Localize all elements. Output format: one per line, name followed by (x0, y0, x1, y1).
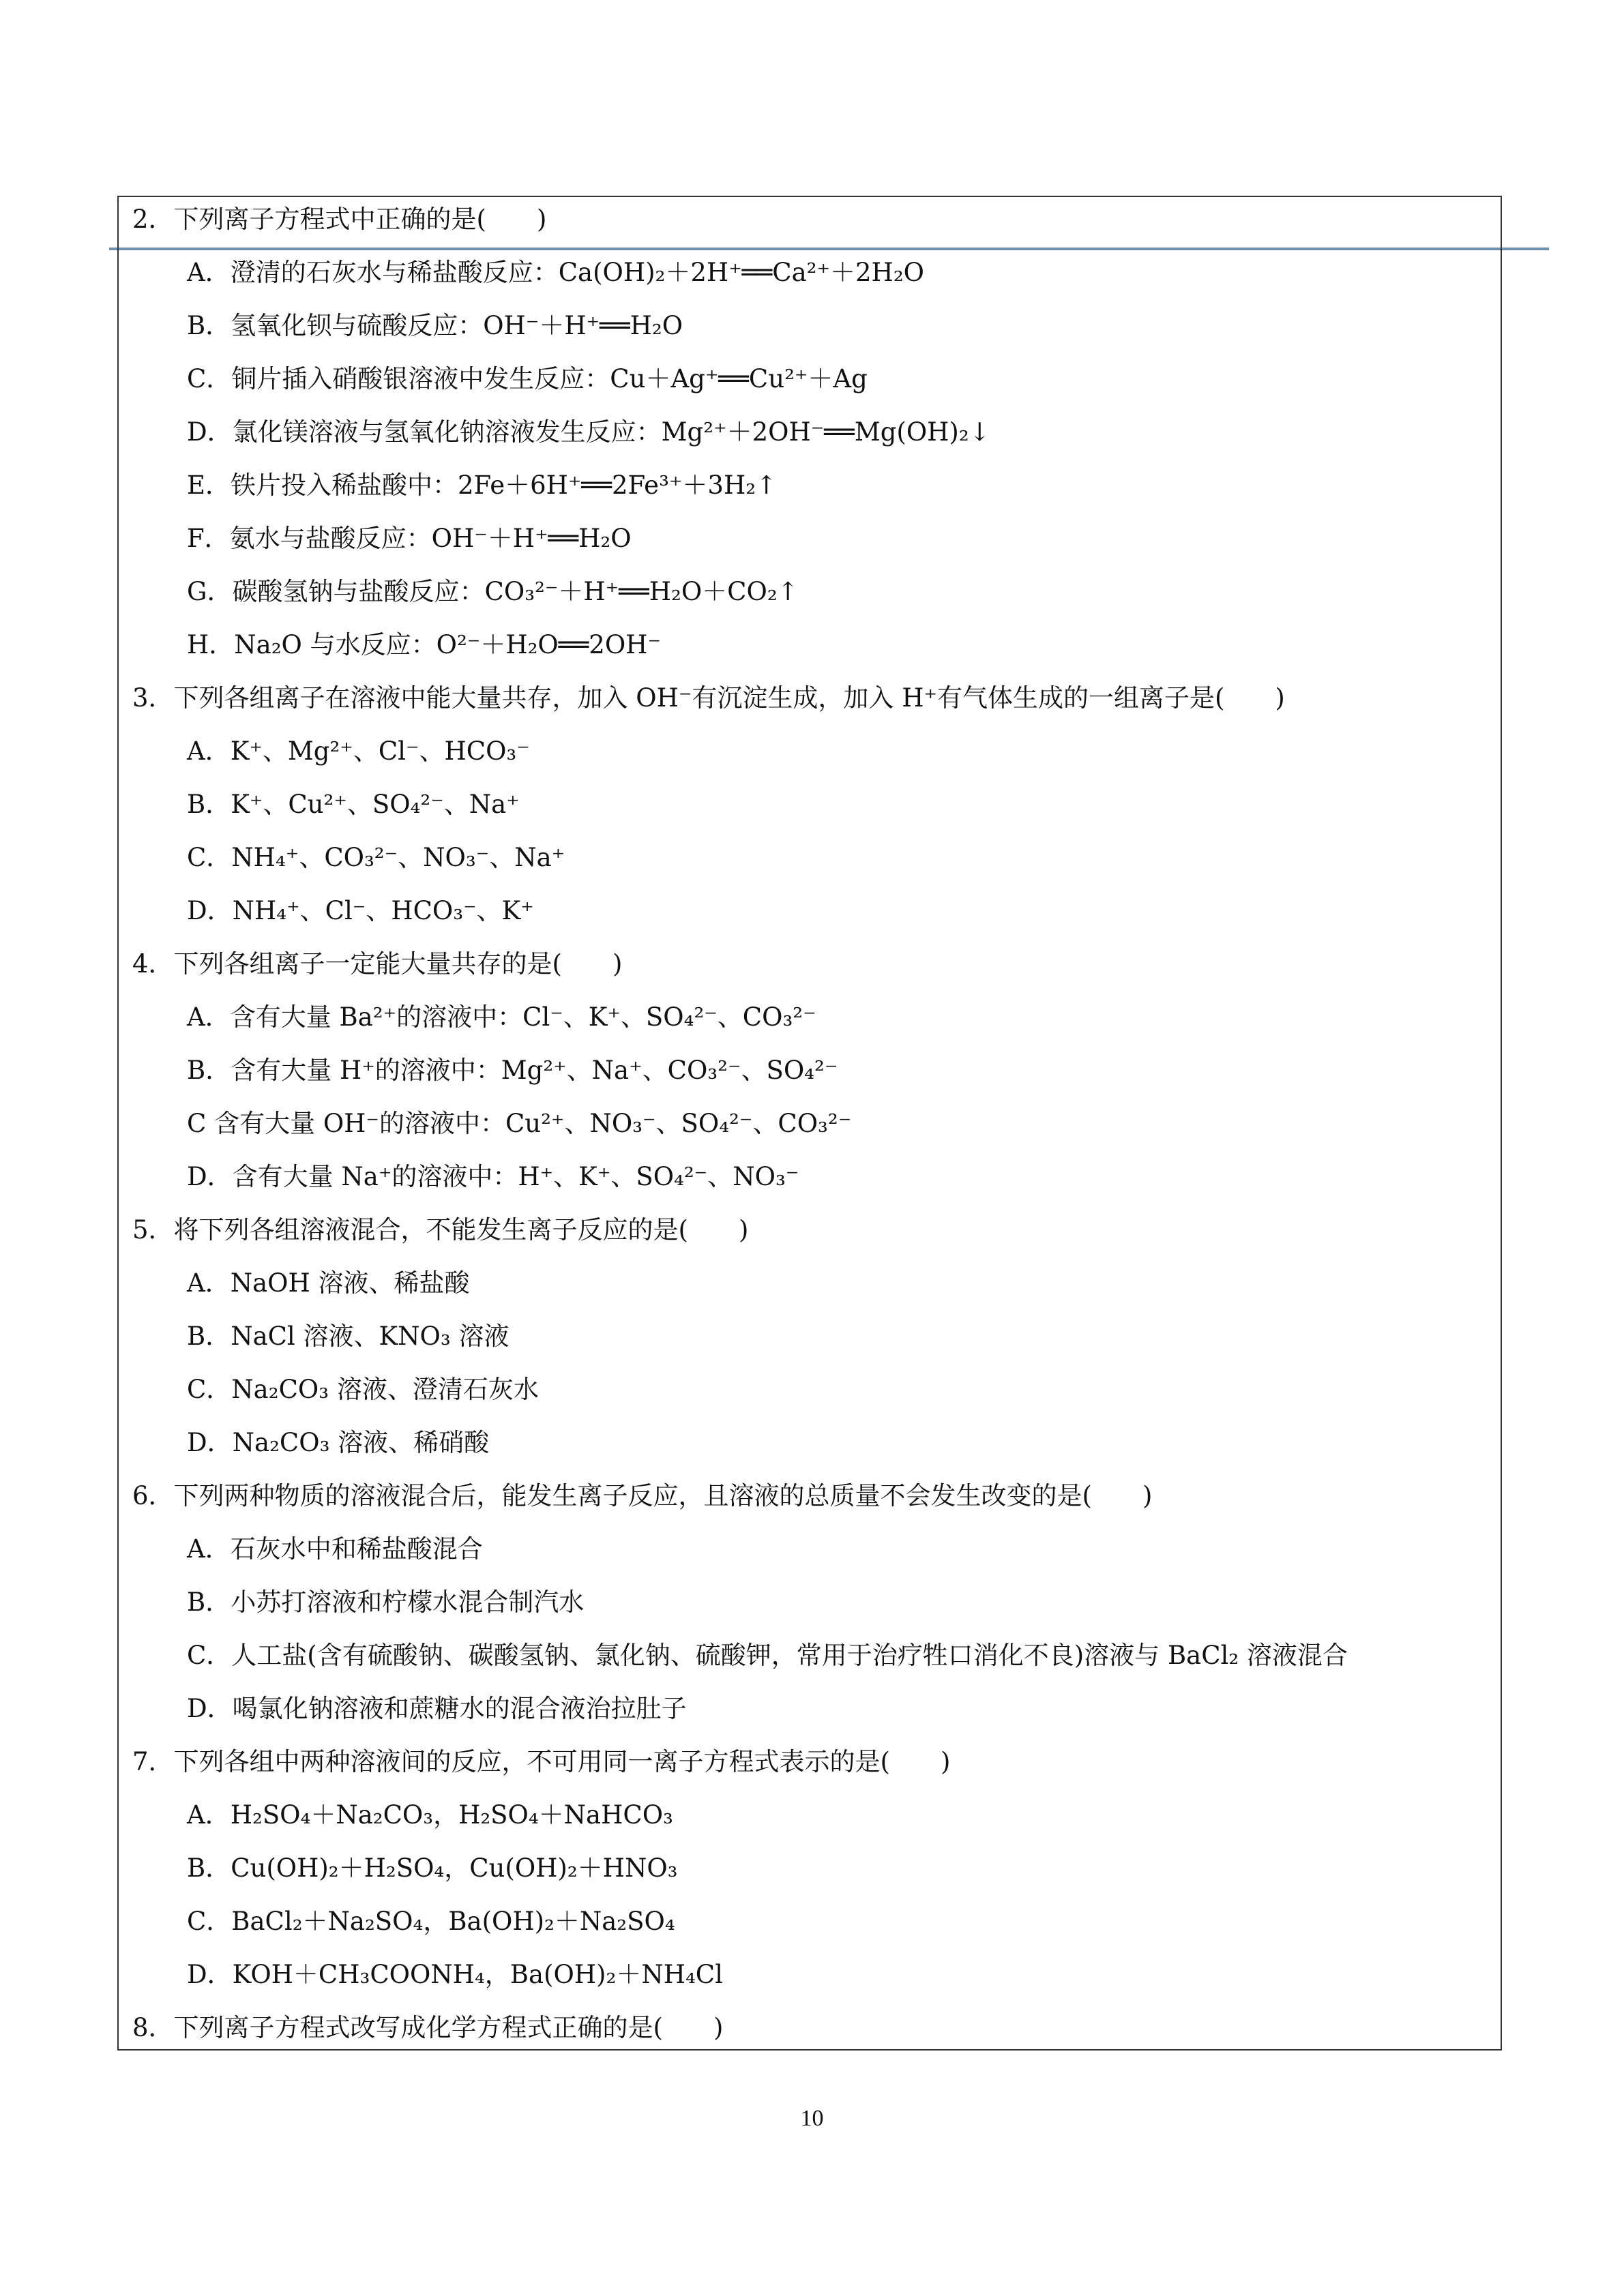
question-2-option-h: H．Na₂O 与水反应：O²⁻＋H₂O══2OH⁻ (187, 630, 661, 659)
question-7-option-a: A．H₂SO₄＋Na₂CO₃，H₂SO₄＋NaHCO₃ (187, 1800, 673, 1830)
question-4-stem: 4．下列各组离子一定能大量共存的是( ) (132, 949, 623, 979)
question-5-option-c: C．Na₂CO₃ 溶液、澄清石灰水 (187, 1375, 539, 1404)
question-5-stem: 5．将下列各组溶液混合，不能发生离子反应的是( ) (132, 1215, 749, 1244)
question-3-option-c: C．NH₄⁺、CO₃²⁻、NO₃⁻、Na⁺ (187, 843, 565, 872)
question-2-option-d: D．氯化镁溶液与氢氧化钠溶液发生反应：Mg²⁺＋2OH⁻══Mg(OH)₂↓ (187, 417, 990, 447)
question-2-option-b: B．氢氧化钡与硫酸反应：OH⁻＋H⁺══H₂O (187, 311, 683, 340)
question-4-option-d: D．含有大量 Na⁺的溶液中：H⁺、K⁺、SO₄²⁻、NO₃⁻ (187, 1162, 799, 1191)
question-2-option-g: G．碳酸氢钠与盐酸反应：CO₃²⁻＋H⁺══H₂O＋CO₂↑ (187, 577, 799, 606)
question-5-option-d: D．Na₂CO₃ 溶液、稀硝酸 (187, 1428, 490, 1457)
question-7-option-d: D．KOH＋CH₃COONH₄，Ba(OH)₂＋NH₄Cl (187, 1960, 723, 1989)
question-2-option-e: E．铁片投入稀盐酸中：2Fe＋6H⁺══2Fe³⁺＋3H₂↑ (187, 471, 778, 500)
question-2-option-a: A．澄清的石灰水与稀盐酸反应：Ca(OH)₂＋2H⁺══Ca²⁺＋2H₂O (187, 258, 924, 287)
page-number: 10 (800, 2106, 824, 2131)
question-3-option-d: D．NH₄⁺、Cl⁻、HCO₃⁻、K⁺ (187, 896, 534, 925)
question-3-option-a: A．K⁺、Mg²⁺、Cl⁻、HCO₃⁻ (187, 736, 530, 766)
question-4-option-c: C 含有大量 OH⁻的溶液中：Cu²⁺、NO₃⁻、SO₄²⁻、CO₃²⁻ (187, 1109, 852, 1138)
question-4-option-a: A．含有大量 Ba²⁺的溶液中：Cl⁻、K⁺、SO₄²⁻、CO₃²⁻ (187, 1002, 816, 1032)
question-6-option-a: A．石灰水中和稀盐酸混合 (187, 1534, 483, 1564)
question-5-option-b: B．NaCl 溶液、KNO₃ 溶液 (187, 1322, 510, 1351)
question-7-option-c: C．BaCl₂＋Na₂SO₄，Ba(OH)₂＋Na₂SO₄ (187, 1907, 675, 1936)
question-6-stem: 6．下列两种物质的溶液混合后，能发生离子反应，且溶液的总质量不会发生改变的是( ) (132, 1481, 1153, 1510)
question-7-stem: 7．下列各组中两种溶液间的反应，不可用同一离子方程式表示的是( ) (132, 1747, 951, 1776)
question-2-stem: 2．下列离子方程式中正确的是( ) (132, 205, 547, 234)
question-frame (117, 196, 1502, 2051)
question-8-stem: 8．下列离子方程式改写成化学方程式正确的是( ) (132, 2013, 724, 2042)
question-2-option-c: C．铜片插入硝酸银溶液中发生反应：Cu＋Ag⁺══Cu²⁺＋Ag (187, 364, 868, 393)
question-4-option-b: B．含有大量 H⁺的溶液中：Mg²⁺、Na⁺、CO₃²⁻、SO₄²⁻ (187, 1056, 838, 1085)
question-6-option-d: D．喝氯化钠溶液和蔗糖水的混合液治拉肚子 (187, 1694, 687, 1723)
question-7-option-b: B．Cu(OH)₂＋H₂SO₄，Cu(OH)₂＋HNO₃ (187, 1853, 678, 1883)
question-6-option-c: C．人工盐(含有硫酸钠、碳酸氢钠、氯化钠、硫酸钾，常用于治疗牲口消化不良)溶液与 BaCl₂ 溶液混合 (187, 1641, 1348, 1670)
question-3-stem: 3．下列各组离子在溶液中能大量共存，加入 OH⁻有沉淀生成，加入 H⁺有气体生成的一组离子是( ) (132, 683, 1285, 713)
question-2-option-f: F．氨水与盐酸反应：OH⁻＋H⁺══H₂O (187, 524, 632, 553)
question-3-option-b: B．K⁺、Cu²⁺、SO₄²⁻、Na⁺ (187, 790, 520, 819)
question-5-option-a: A．NaOH 溶液、稀盐酸 (187, 1268, 470, 1298)
question-6-option-b: B．小苏打溶液和柠檬水混合制汽水 (187, 1587, 585, 1617)
